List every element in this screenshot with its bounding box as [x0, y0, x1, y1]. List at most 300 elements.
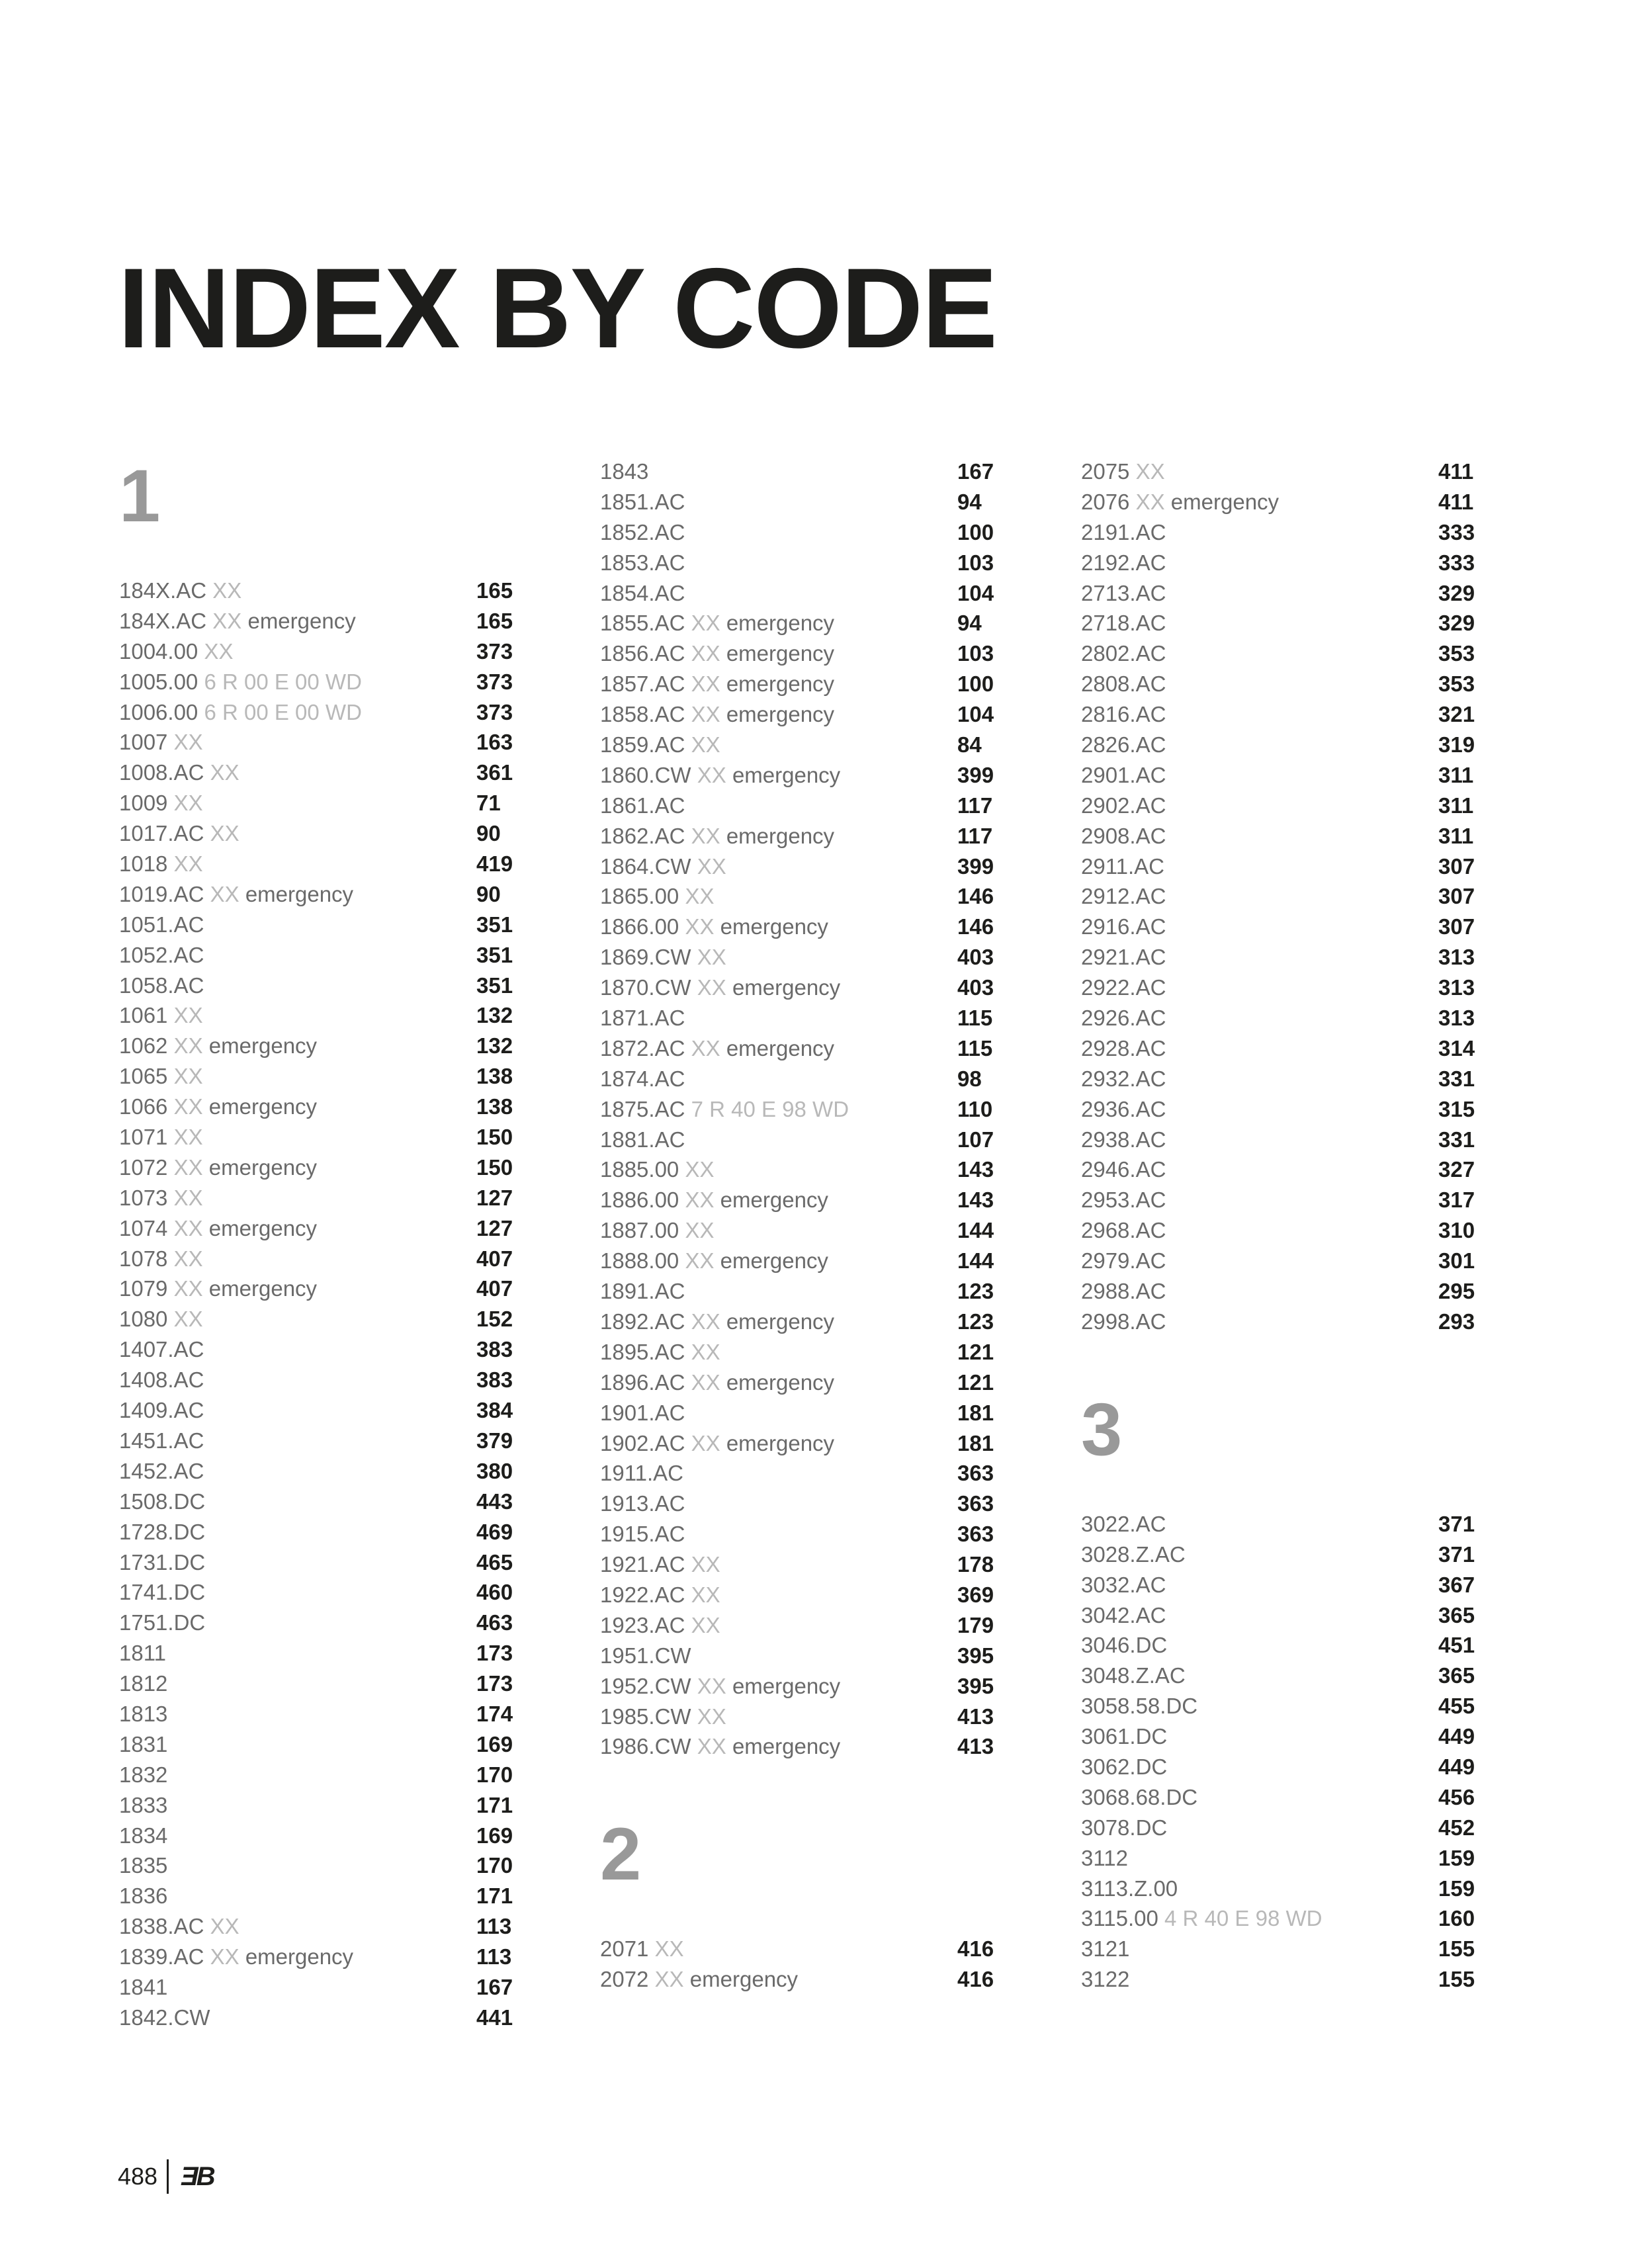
entry-code: 2922.AC: [1081, 975, 1166, 1000]
entry-code: 184X.AC: [119, 608, 207, 633]
entry-code: 1061: [119, 1003, 168, 1028]
entry-variant: XX: [691, 671, 720, 697]
entry-code: 1872.AC: [600, 1035, 685, 1060]
index-entry: [1081, 1843, 1478, 1874]
index-entry: [1081, 1276, 1478, 1307]
entry-code-group: [119, 1304, 203, 1334]
entry-code: 2932.AC: [1081, 1066, 1166, 1091]
entry-variant: 7 R 40 E 98 WD: [691, 1096, 849, 1121]
entry-code-group: [119, 1760, 167, 1790]
entry-page: 173: [476, 1641, 513, 1666]
index-entry: [1081, 760, 1478, 791]
entry-code: 1004.00: [119, 638, 198, 664]
index-entry: [600, 1519, 997, 1549]
index-entry: [119, 1668, 516, 1699]
entry-code: 1915.AC: [600, 1522, 685, 1547]
index-entry: [119, 1000, 516, 1031]
entry-code: 1836: [119, 1883, 168, 1909]
entry-code: 2808.AC: [1081, 671, 1166, 697]
index-entry: [1081, 1125, 1478, 1155]
entry-page: 307: [1438, 884, 1475, 909]
entry-code: 2718.AC: [1081, 611, 1166, 636]
entry-page: 146: [957, 914, 994, 939]
index-entry: [600, 456, 997, 487]
entry-page: 399: [957, 853, 994, 879]
brand-logo-icon: ƎB: [181, 2161, 214, 2191]
entry-code: 3058.58.DC: [1081, 1694, 1198, 1719]
index-entry: [119, 1152, 516, 1183]
entry-page: 159: [1438, 1876, 1475, 1901]
entry-code-group: [119, 1638, 166, 1668]
entry-code: 1853.AC: [600, 550, 685, 575]
entry-variant: XX: [210, 881, 239, 906]
index-entry: [119, 1213, 516, 1244]
entry-code-group: [600, 760, 840, 791]
entry-page: 373: [476, 669, 513, 694]
entry-code-group: [1081, 1246, 1166, 1276]
entry-code: 1854.AC: [600, 580, 685, 605]
index-entry: [600, 1428, 997, 1459]
entry-variant: XX: [697, 1673, 726, 1698]
entry-code-group: [600, 1428, 834, 1459]
entry-code: 1728.DC: [119, 1519, 206, 1544]
entry-page: 301: [1438, 1248, 1475, 1274]
entry-variant: XX: [691, 1582, 720, 1607]
entry-code-group: [600, 1367, 834, 1398]
index-entry: [1081, 608, 1478, 638]
entry-code-group: [600, 608, 834, 638]
index-entry: [600, 1276, 997, 1307]
index-entry: [600, 669, 997, 699]
index-entry: [1081, 669, 1478, 699]
index-entry: [600, 1702, 997, 1732]
entry-variant: XX: [685, 914, 715, 939]
entry-code-group: [600, 1549, 720, 1580]
entry-code-group: [1081, 1934, 1129, 1964]
entry-variant: XX: [173, 1307, 203, 1332]
index-entry: [1081, 730, 1478, 760]
entry-page: 449: [1438, 1754, 1475, 1779]
entry-code-group: [119, 1395, 204, 1426]
index-entry: [600, 1610, 997, 1641]
entry-code-group: [600, 1094, 849, 1125]
entry-page: 311: [1438, 793, 1474, 818]
index-entry: [1081, 1782, 1478, 1813]
entry-code: 1813: [119, 1701, 168, 1726]
entry-code: 2076: [1081, 489, 1130, 514]
entry-page: 181: [957, 1400, 994, 1425]
entry-qualifier: emergency: [208, 1094, 318, 1119]
entry-page: 384: [476, 1398, 513, 1423]
entry-code: 1864.CW: [600, 853, 691, 879]
entry-variant: XX: [685, 1188, 715, 1213]
entry-variant: XX: [173, 1154, 203, 1180]
entry-page: 104: [957, 702, 994, 727]
entry-variant: XX: [212, 608, 242, 633]
entry-qualifier: emergency: [732, 1673, 841, 1698]
entry-code-group: [119, 1699, 167, 1729]
entry-page: 169: [476, 1731, 513, 1756]
entry-page: 441: [476, 2005, 513, 2030]
entry-variant: XX: [691, 1309, 720, 1334]
entry-code-group: [600, 851, 726, 882]
index-entry: [1081, 578, 1478, 609]
index-entry: [600, 973, 997, 1003]
index-entry: [1081, 1570, 1478, 1600]
entry-page: 127: [476, 1185, 513, 1210]
index-entry: [600, 1246, 997, 1276]
entry-code-group: [119, 1577, 205, 1608]
entry-code-group: [1081, 1570, 1166, 1600]
entry-code: 2936.AC: [1081, 1096, 1166, 1121]
entry-page: 146: [957, 884, 994, 909]
entry-page: 371: [1438, 1541, 1475, 1567]
index-entry: [119, 1942, 516, 1972]
entry-code: 1811: [119, 1641, 166, 1666]
entry-code-group: [600, 1519, 685, 1549]
entry-page: 371: [1438, 1511, 1475, 1536]
entry-code: 1073: [119, 1185, 168, 1210]
entry-variant: XX: [697, 1704, 726, 1729]
entry-page: 144: [957, 1248, 994, 1274]
index-column-1: [119, 456, 516, 2033]
entry-code: 3068.68.DC: [1081, 1784, 1198, 1809]
entry-code-group: [600, 1276, 685, 1307]
entry-code: 2953.AC: [1081, 1188, 1166, 1213]
entry-code-group: [600, 456, 648, 487]
index-entry: [119, 1577, 516, 1608]
entry-code-group: [600, 699, 834, 730]
index-entry: [1081, 1721, 1478, 1752]
entry-variant: XX: [173, 730, 203, 755]
entry-code: 3113.Z.00: [1081, 1876, 1178, 1901]
entry-page: 310: [1438, 1218, 1475, 1243]
entry-variant: XX: [210, 760, 239, 785]
index-entry: [1081, 1003, 1478, 1033]
index-entry: [119, 1304, 516, 1334]
index-entry: [119, 636, 516, 667]
entry-code: 1881.AC: [600, 1127, 685, 1152]
entry-code-group: [119, 1790, 167, 1821]
entry-code-group: [1081, 1903, 1322, 1934]
entry-code-group: [119, 1487, 205, 1517]
entry-page: 383: [476, 1367, 513, 1393]
entry-code-group: [600, 548, 685, 578]
entry-page: 333: [1438, 519, 1475, 544]
entry-code-group: [600, 1702, 726, 1732]
entry-code: 1451.AC: [119, 1428, 204, 1453]
entry-page: 331: [1438, 1127, 1475, 1152]
index-entry: [600, 942, 997, 973]
page-footer: [118, 2157, 214, 2196]
entry-variant: XX: [691, 823, 720, 848]
entry-code-group: [1081, 1064, 1166, 1094]
index-entry: [119, 1760, 516, 1790]
entry-code: 1508.DC: [119, 1489, 206, 1514]
entry-code-group: [1081, 912, 1166, 942]
entry-code-group: [119, 1729, 167, 1760]
entry-page: 123: [957, 1309, 994, 1334]
entry-code-group: [600, 821, 834, 851]
index-entry: [1081, 1307, 1478, 1337]
entry-code: 1072: [119, 1154, 168, 1180]
entry-page: 395: [957, 1673, 994, 1698]
entry-code-group: [1081, 638, 1166, 669]
entry-code-group: [600, 1671, 840, 1702]
index-entry: [600, 1489, 997, 1519]
entry-page: 103: [957, 641, 994, 666]
index-entry: [600, 1964, 997, 1995]
entry-code-group: [1081, 1630, 1167, 1661]
entry-code-group: [119, 2003, 210, 2033]
entry-page: 321: [1438, 702, 1475, 727]
entry-code: 1005.00: [119, 669, 198, 694]
entry-code: 1923.AC: [600, 1612, 685, 1637]
index-entry: [119, 1608, 516, 1638]
index-entry: [119, 788, 516, 818]
entry-code: 2075: [1081, 459, 1130, 484]
entry-code-group: [119, 1031, 317, 1061]
entry-page: 315: [1438, 1096, 1475, 1121]
index-entry: [119, 879, 516, 910]
entry-code: 1885.00: [600, 1157, 679, 1182]
entry-code-group: [1081, 1276, 1166, 1307]
entry-page: 460: [476, 1580, 513, 1605]
entry-page: 465: [476, 1549, 513, 1575]
index-entry: [119, 910, 516, 940]
entry-page: 170: [476, 1762, 513, 1787]
entry-code: 1986.CW: [600, 1734, 691, 1759]
entry-code-group: [1081, 578, 1166, 609]
entry-variant: XX: [173, 851, 203, 877]
entry-code: 1741.DC: [119, 1580, 206, 1605]
entry-code: 2192.AC: [1081, 550, 1166, 575]
entry-code-group: [1081, 699, 1166, 730]
entry-code-group: [1081, 1721, 1167, 1752]
index-entry: [1081, 1539, 1478, 1570]
entry-page: 307: [1438, 853, 1475, 879]
entry-code-group: [1081, 1185, 1166, 1215]
entry-page: 174: [476, 1701, 513, 1726]
entry-page: 416: [957, 1936, 994, 1962]
entry-code-group: [119, 849, 203, 879]
entry-code: 1408.AC: [119, 1367, 204, 1393]
index-entry: [119, 1365, 516, 1395]
entry-page: 178: [957, 1552, 994, 1577]
entry-code: 2916.AC: [1081, 914, 1166, 939]
entry-page: 351: [476, 912, 513, 937]
index-column-2: [600, 456, 997, 1995]
entry-page: 94: [957, 489, 982, 514]
index-entry: [600, 517, 997, 548]
entry-page: 144: [957, 1218, 994, 1243]
entry-variant: XX: [691, 1612, 720, 1637]
index-entry: [1081, 1813, 1478, 1843]
entry-variant: XX: [173, 1125, 203, 1150]
entry-variant: XX: [210, 1914, 239, 1939]
index-entry: [119, 1183, 516, 1213]
entry-page: 313: [1438, 1006, 1475, 1031]
entry-variant: XX: [173, 1033, 203, 1059]
entry-page: 143: [957, 1157, 994, 1182]
entry-page: 455: [1438, 1694, 1475, 1719]
entry-variant: XX: [173, 1215, 203, 1240]
entry-code: 1895.AC: [600, 1339, 685, 1364]
entry-qualifier: emergency: [726, 702, 835, 727]
entry-page: 407: [476, 1276, 513, 1301]
entry-code: 2901.AC: [1081, 762, 1166, 787]
entry-code: 3115.00: [1081, 1906, 1158, 1931]
entry-code-group: [119, 1426, 204, 1456]
entry-code: 1009: [119, 791, 168, 816]
entry-code: 2072: [600, 1967, 649, 1992]
entry-code: 1838.AC: [119, 1914, 204, 1939]
entry-code-group: [119, 1274, 317, 1304]
entry-code-group: [1081, 487, 1279, 517]
entry-code-group: [600, 1580, 720, 1610]
entry-qualifier: emergency: [720, 914, 828, 939]
index-entry: [1081, 456, 1478, 487]
entry-code-group: [1081, 1307, 1166, 1337]
entry-code-group: [119, 1213, 317, 1244]
entry-variant: XX: [691, 1552, 720, 1577]
index-entry: [600, 760, 997, 791]
index-entry: [119, 1122, 516, 1152]
entry-code: 3032.AC: [1081, 1572, 1166, 1597]
entry-page: 100: [957, 671, 994, 697]
entry-code: 1852.AC: [600, 519, 685, 544]
entry-page: 411: [1438, 459, 1474, 484]
entry-qualifier: emergency: [720, 1188, 828, 1213]
entry-code-group: [1081, 1094, 1166, 1125]
entry-page: 90: [476, 881, 501, 906]
index-entry: [119, 757, 516, 788]
index-entry: [600, 1215, 997, 1246]
entry-qualifier: emergency: [1170, 489, 1280, 514]
entry-code: 3046.DC: [1081, 1633, 1168, 1658]
section-heading: 2: [600, 1813, 642, 1896]
entry-variant: XX: [1135, 459, 1165, 484]
entry-variant: XX: [173, 1094, 203, 1119]
entry-code: 1896.AC: [600, 1369, 685, 1395]
entry-variant: 6 R 00 E 00 WD: [204, 669, 362, 694]
page-number: 488: [118, 2163, 158, 2190]
entry-page: 311: [1438, 762, 1474, 787]
entry-code: 3112: [1081, 1845, 1128, 1870]
index-entry: [119, 1031, 516, 1061]
entry-code-group: [600, 1964, 798, 1995]
entry-variant: XX: [173, 1003, 203, 1028]
entry-page: 363: [957, 1461, 994, 1486]
entry-code-group: [600, 1064, 685, 1094]
entry-code: 1866.00: [600, 914, 679, 939]
entry-page: 152: [476, 1307, 513, 1332]
index-entry: [1081, 1094, 1478, 1125]
entry-code-group: [1081, 1661, 1186, 1691]
entry-variant: XX: [685, 1157, 715, 1182]
entry-page: 163: [476, 730, 513, 755]
entry-code-group: [600, 1398, 685, 1428]
entry-code: 1019.AC: [119, 881, 204, 906]
entry-code: 1870.CW: [600, 975, 691, 1000]
entry-code: 2911.AC: [1081, 853, 1164, 879]
entry-code: 1051.AC: [119, 912, 204, 937]
index-entry: [119, 849, 516, 879]
entry-qualifier: emergency: [208, 1215, 318, 1240]
entry-code-group: [1081, 851, 1164, 882]
index-entry: [1081, 1246, 1478, 1276]
entry-code-group: [119, 1547, 205, 1578]
entry-code-group: [119, 1244, 203, 1274]
entry-page: 104: [957, 580, 994, 605]
entry-code-group: [1081, 1782, 1197, 1813]
entry-page: 138: [476, 1064, 513, 1089]
entry-page: 319: [1438, 732, 1475, 757]
index-entry: [600, 1934, 997, 1964]
entry-page: 143: [957, 1188, 994, 1213]
entry-code: 3042.AC: [1081, 1602, 1166, 1627]
entry-page: 169: [476, 1823, 513, 1848]
entry-code: 2071: [600, 1936, 649, 1962]
entry-page: 314: [1438, 1035, 1475, 1060]
index-entry: [1081, 1630, 1478, 1661]
index-entry: [600, 821, 997, 851]
entry-variant: XX: [691, 641, 720, 666]
entry-qualifier: emergency: [726, 1430, 835, 1455]
index-entry: [600, 699, 997, 730]
entry-qualifier: emergency: [208, 1154, 318, 1180]
entry-code: 1859.AC: [600, 732, 685, 757]
entry-code-group: [600, 1307, 834, 1337]
index-entry: [119, 1395, 516, 1426]
index-entry: [119, 1911, 516, 1942]
entry-code-group: [119, 1911, 239, 1942]
index-entry: [119, 1699, 516, 1729]
entry-code: 1052.AC: [119, 942, 204, 967]
entry-qualifier: emergency: [732, 1734, 841, 1759]
entry-page: 170: [476, 1853, 513, 1878]
entry-code: 3078.DC: [1081, 1815, 1168, 1840]
entry-page: 115: [957, 1006, 993, 1031]
entry-code-group: [119, 1061, 203, 1092]
entry-page: 311: [1438, 823, 1474, 848]
entry-page: 403: [957, 975, 994, 1000]
entry-page: 132: [476, 1033, 513, 1059]
footer-divider: [167, 2159, 169, 2194]
entry-code: 1834: [119, 1823, 168, 1848]
entry-page: 373: [476, 638, 513, 664]
entry-code: 1407.AC: [119, 1337, 204, 1362]
index-entry: [1081, 821, 1478, 851]
index-entry: [600, 1307, 997, 1337]
entry-variant: 6 R 00 E 00 WD: [204, 699, 362, 724]
index-entry: [600, 881, 997, 912]
entry-code: 1891.AC: [600, 1279, 685, 1304]
entry-code: 1869.CW: [600, 945, 691, 970]
entry-page: 171: [476, 1792, 513, 1817]
entry-code-group: [119, 818, 239, 849]
entry-code: 1751.DC: [119, 1610, 206, 1635]
entry-code: 1008.AC: [119, 760, 204, 785]
entry-code-group: [600, 791, 685, 821]
entry-variant: XX: [697, 853, 726, 879]
entry-code-group: [1081, 760, 1166, 791]
entry-page: 160: [1438, 1906, 1475, 1931]
index-entry: [119, 1274, 516, 1304]
entry-variant: XX: [173, 1246, 203, 1271]
entry-code: 3061.DC: [1081, 1724, 1168, 1749]
entry-page: 353: [1438, 671, 1475, 697]
